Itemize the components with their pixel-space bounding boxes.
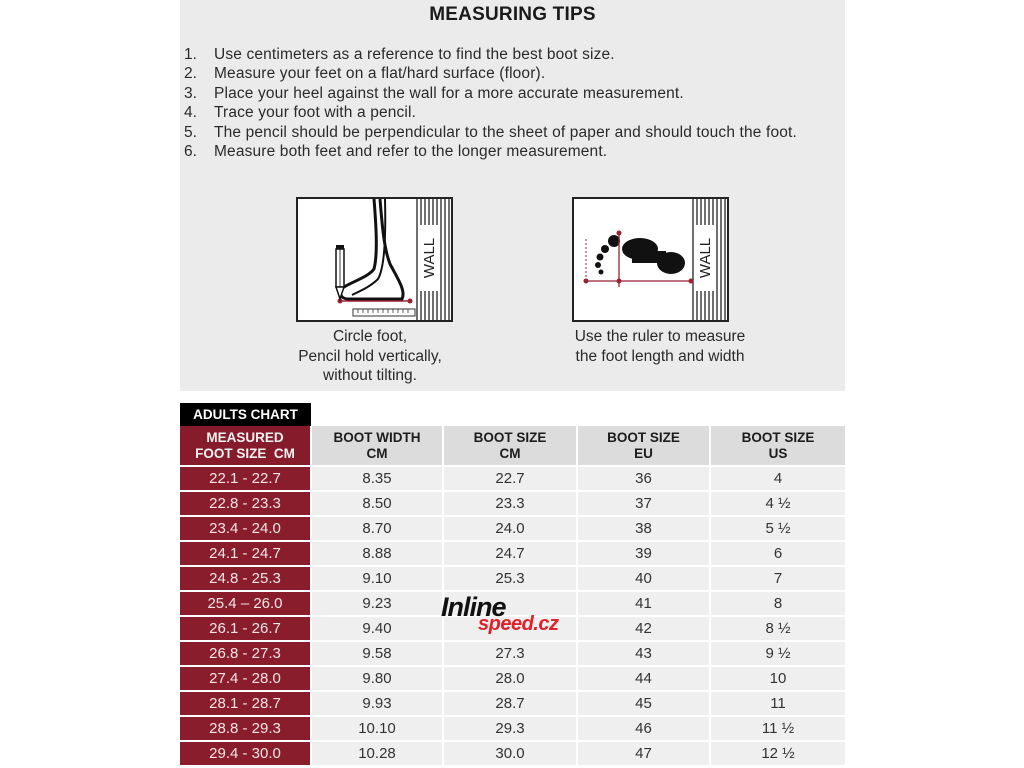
table-cell: 23.4 - 24.0 <box>180 515 312 540</box>
table-cell: 24.8 - 25.3 <box>180 565 312 590</box>
table-body <box>180 465 845 765</box>
table-cell: 38 <box>578 515 711 540</box>
table-header-row <box>180 426 845 465</box>
table-cell: 8.50 <box>312 490 444 515</box>
wall-label: WALL <box>421 237 438 279</box>
table-cell: 9.10 <box>312 565 444 590</box>
column-header: MEASURED FOOT SIZE CM <box>180 426 312 465</box>
table-cell: 42 <box>578 615 711 640</box>
ruler-measure-illustration <box>572 197 729 322</box>
caption-ruler: Use the ruler to measure the foot length and width <box>574 328 746 365</box>
circle-foot-illustration <box>296 197 453 322</box>
table-cell: 28.7 <box>444 690 578 715</box>
tip-text: Place your heel against the wall for a more accurate measurement. <box>214 84 684 102</box>
table-cell <box>444 615 578 640</box>
tip-item <box>184 103 834 122</box>
table-cell: 27.4 - 28.0 <box>180 665 312 690</box>
table-row <box>180 690 845 715</box>
footprint-icon <box>595 235 685 275</box>
table-cell: 9.58 <box>312 640 444 665</box>
table-cell: 28.8 - 29.3 <box>180 715 312 740</box>
table-row <box>180 715 845 740</box>
table-row <box>180 640 845 665</box>
table-cell: 24.7 <box>444 540 578 565</box>
table-row <box>180 465 845 490</box>
table-cell: 37 <box>578 490 711 515</box>
tip-number: 3. <box>184 84 197 102</box>
table-cell: 44 <box>578 665 711 690</box>
table-cell: 9.80 <box>312 665 444 690</box>
table-cell: 6 <box>711 540 845 565</box>
table-cell: 8 ½ <box>711 615 845 640</box>
table-cell: 30.0 <box>444 740 578 765</box>
table-cell: 9.40 <box>312 615 444 640</box>
table-cell: 7 <box>711 565 845 590</box>
table-cell: 10 <box>711 665 845 690</box>
table-cell: 8.88 <box>312 540 444 565</box>
table-row <box>180 590 845 615</box>
table-cell: 23.3 <box>444 490 578 515</box>
wall-label-2: WALL <box>697 237 714 279</box>
table-cell: 10.28 <box>312 740 444 765</box>
table-cell: 39 <box>578 540 711 565</box>
tip-item <box>184 123 834 142</box>
tip-number: 1. <box>184 46 197 63</box>
table-row <box>180 515 845 540</box>
table-cell: 29.3 <box>444 715 578 740</box>
caption-circle-foot: Circle foot, Pencil hold vertically, without tilting. <box>298 328 442 384</box>
table-cell: 26.8 - 27.3 <box>180 640 312 665</box>
table-cell <box>444 590 578 615</box>
table-cell: 9 ½ <box>711 640 845 665</box>
tip-number: 2. <box>184 65 197 83</box>
tip-number: 6. <box>184 143 197 161</box>
table-cell: 28.1 - 28.7 <box>180 690 312 715</box>
table-cell: 22.1 - 22.7 <box>180 465 312 490</box>
table-row <box>180 615 845 640</box>
table-row <box>180 540 845 565</box>
tip-item <box>184 84 834 103</box>
column-header: BOOT SIZE US <box>711 426 845 465</box>
table-cell: 40 <box>578 565 711 590</box>
table-cell: 8.70 <box>312 515 444 540</box>
table-cell: 5 ½ <box>711 515 845 540</box>
table-cell: 22.8 - 23.3 <box>180 490 312 515</box>
table-cell: 46 <box>578 715 711 740</box>
table-row <box>180 490 845 515</box>
tip-number: 5. <box>184 123 197 141</box>
measuring-tips-panel <box>180 0 845 391</box>
table-cell: 8.35 <box>312 465 444 490</box>
tip-item <box>184 45 834 64</box>
table-cell: 43 <box>578 640 711 665</box>
table-cell: 36 <box>578 465 711 490</box>
table-cell: 24.0 <box>444 515 578 540</box>
table-cell: 25.3 <box>444 565 578 590</box>
table-cell: 41 <box>578 590 711 615</box>
tip-number: 4. <box>184 104 197 122</box>
adults-chart-tag: ADULTS CHART <box>180 403 311 426</box>
table-cell: 11 <box>711 690 845 715</box>
size-chart-table <box>180 426 845 765</box>
table-row <box>180 740 845 765</box>
pencil-icon <box>336 245 344 299</box>
tips-title: MEASURING TIPS <box>429 4 596 25</box>
table-cell: 28.0 <box>444 665 578 690</box>
tip-text: Measure your feet on a flat/hard surface (floor). <box>214 65 546 83</box>
inlinespeed-watermark-logo: Inline speed.cz <box>441 592 559 635</box>
table-cell: 22.7 <box>444 465 578 490</box>
tip-text: Trace your foot with a pencil. <box>214 104 417 122</box>
table-cell: 47 <box>578 740 711 765</box>
tip-text: Use centimeters as a reference to find the best boot size. <box>214 46 615 63</box>
column-header: BOOT WIDTH CM <box>312 426 444 465</box>
table-cell: 8 <box>711 590 845 615</box>
table-cell: 25.4 – 26.0 <box>180 590 312 615</box>
table-cell: 4 ½ <box>711 490 845 515</box>
table-cell: 24.1 - 24.7 <box>180 540 312 565</box>
table-row <box>180 665 845 690</box>
table-cell: 11 ½ <box>711 715 845 740</box>
column-header: BOOT SIZE EU <box>578 426 711 465</box>
table-cell: 10.10 <box>312 715 444 740</box>
column-header: BOOT SIZE CM <box>444 426 578 465</box>
tip-text: Measure both feet and refer to the longer measurement. <box>214 143 608 161</box>
table-cell: 45 <box>578 690 711 715</box>
tip-item <box>184 142 834 161</box>
tips-list <box>184 45 834 161</box>
tip-item <box>184 64 834 83</box>
tip-text: The pencil should be perpendicular to the sheet of paper and should touch the foot. <box>214 123 797 141</box>
table-cell: 27.3 <box>444 640 578 665</box>
table-cell: 29.4 - 30.0 <box>180 740 312 765</box>
table-cell: 9.93 <box>312 690 444 715</box>
table-cell: 9.23 <box>312 590 444 615</box>
table-cell: 26.1 - 26.7 <box>180 615 312 640</box>
table-cell: 4 <box>711 465 845 490</box>
table-cell: 12 ½ <box>711 740 845 765</box>
table-row <box>180 565 845 590</box>
